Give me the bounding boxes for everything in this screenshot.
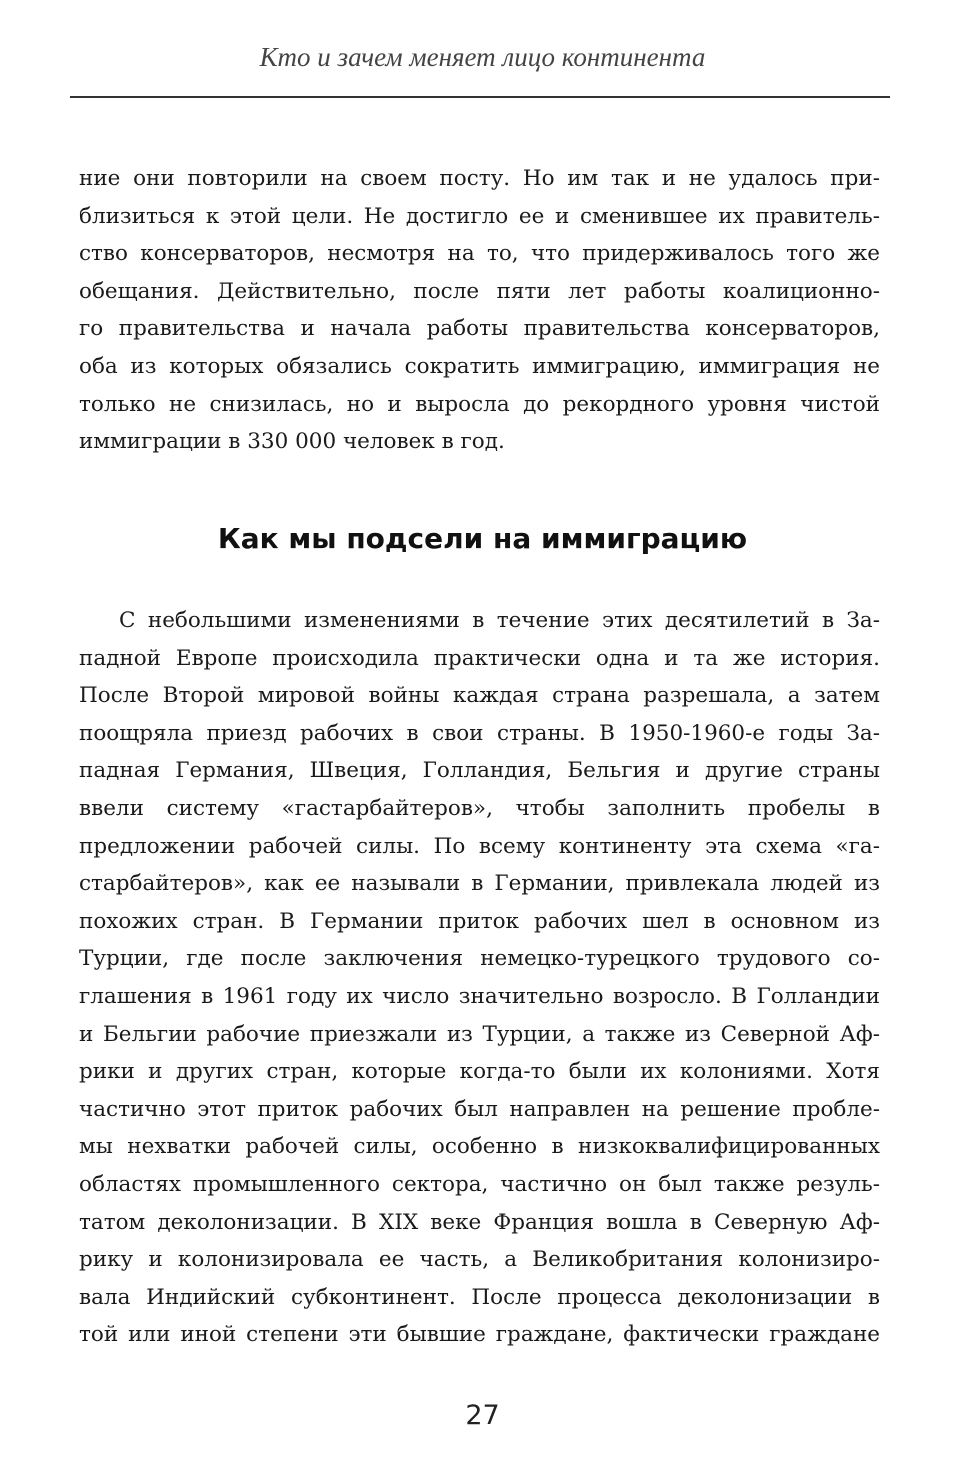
text-line: С небольшими изменениями в течение этих десятилетий в За- [119, 608, 880, 633]
text-line: близиться к этой цели. Не достигло ее и сменившее их правитель- [79, 203, 880, 229]
running-head: Кто и зачем меняет лицо континента [259, 42, 706, 72]
text-line: областях промышленного сектора, частично он был также резуль- [79, 1171, 880, 1197]
text-line: ство консерваторов, несмотря на то, что придерживалось того же [79, 241, 880, 267]
text-line: падная Германия, Швеция, Голландия, Бельгия и другие страны [79, 758, 880, 784]
text-line: только не снизилась, но и выросла до рекордного уровня чистой [79, 391, 880, 417]
text-line: го правительства и начала работы правительства консерваторов, [79, 316, 880, 342]
text-line: рики и других стран, которые когда-то были их колониями. Хотя [79, 1059, 880, 1085]
text-line: татом деколонизации. В XIX веке Франция вошла в Северную Аф- [79, 1209, 880, 1235]
text-line: ввели систему «гастарбайтеров», чтобы заполнить пробелы в [79, 795, 880, 821]
text-line: После Второй мировой войны каждая страна разрешала, а затем [79, 683, 880, 709]
page-number: 27 [465, 1400, 500, 1431]
text-line: вала Индийский субконтинент. После процесса деколонизации в [79, 1284, 880, 1310]
paragraph-2 [79, 602, 880, 1354]
text-line: той или иной степени эти бывшие граждане, фактически граждане [79, 1322, 880, 1348]
text-line: падной Европе происходила практически одна и та же история. [79, 645, 880, 671]
text-line: ние они повторили на своем посту. Но им так и не удалось при- [79, 166, 880, 191]
header-rule [70, 96, 890, 98]
text-line: мы нехватки рабочей силы, особенно в низкоквалифицированных [79, 1134, 880, 1160]
text-line: рику и колонизировала ее часть, а Великобритания колонизиро- [79, 1247, 880, 1273]
text-line: похожих стран. В Германии приток рабочих шел в основном из [79, 908, 880, 934]
text-line: частично этот приток рабочих был направлен на решение пробле- [79, 1096, 880, 1122]
text-line: поощряла приезд рабочих в свои страны. В 1950-1960-е годы За- [79, 720, 880, 746]
text-line: и Бельгии рабочие приезжали из Турции, а также из Северной Аф- [79, 1021, 880, 1047]
text-line: Турции, где после заключения немецко-турецкого трудового со- [79, 946, 880, 972]
text-line: глашения в 1961 году их число значительно возросло. В Голландии [79, 983, 880, 1009]
paragraph-1 [79, 160, 880, 461]
text-line: обещания. Действительно, после пяти лет работы коалиционно- [79, 278, 880, 304]
text-line: оба из которых обязались сократить иммиграцию, иммиграция не [79, 353, 880, 379]
text-line: иммиграции в 330 000 человек в год. [79, 429, 505, 455]
text-line: старбайтеров», как ее называли в Германии, привлекала людей из [79, 871, 880, 897]
section-heading: Как мы подсели на иммиграцию [217, 522, 748, 555]
text-line: предложении рабочей силы. По всему континенту эта схема «га- [79, 833, 880, 859]
